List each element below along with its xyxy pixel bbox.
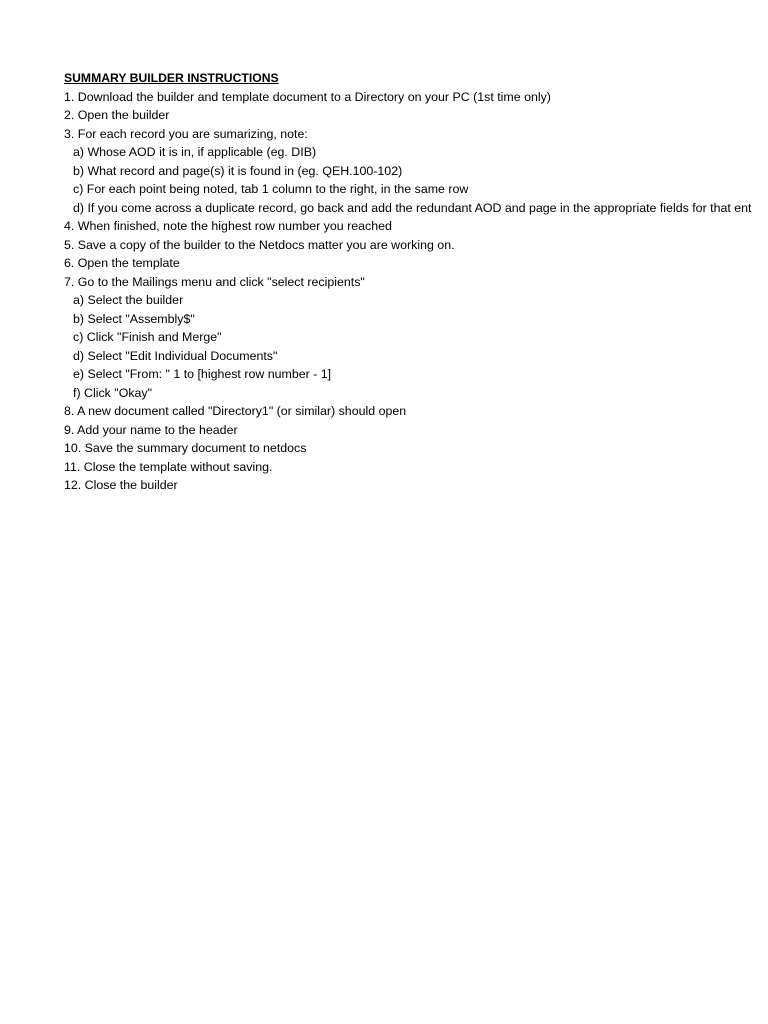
step-4: 4. When finished, note the highest row number you reached bbox=[64, 219, 392, 233]
step-2: 2. Open the builder bbox=[64, 108, 170, 122]
step-5: 5. Save a copy of the builder to the Netdocs matter you are working on. bbox=[64, 237, 455, 252]
step-3a: a) Whose AOD it is in, if applicable (eg. DIB) bbox=[73, 145, 317, 159]
step-7a: a) Select the builder bbox=[73, 293, 184, 307]
instructions-block bbox=[64, 69, 768, 495]
step-8: 8. A new document called "Directory1" (or similar) should open bbox=[64, 404, 407, 418]
step-7e: e) Select "From: " 1 to [highest row number - 1] bbox=[73, 367, 332, 381]
step-3c: c) For each point being noted, tab 1 column to the right, in the same row bbox=[73, 182, 469, 196]
step-3d: d) If you come across a duplicate record, go back and add the redundant AOD and page in the appropriate fields for that ent bbox=[73, 200, 752, 215]
step-7d: d) Select "Edit Individual Documents" bbox=[73, 348, 278, 363]
step-10: 10. Save the summary document to netdocs bbox=[64, 441, 307, 455]
step-7: 7. Go to the Mailings menu and click "select recipients" bbox=[64, 274, 365, 289]
step-1: 1. Download the builder and template document to a Directory on your PC (1st time only) bbox=[64, 89, 551, 104]
step-11: 11. Close the template without saving. bbox=[64, 459, 273, 474]
step-7b: b) Select "Assembly$" bbox=[73, 311, 195, 326]
instructions-title: SUMMARY BUILDER INSTRUCTIONS bbox=[64, 71, 279, 85]
step-9: 9. Add your name to the header bbox=[64, 422, 238, 437]
step-7c: c) Click "Finish and Merge" bbox=[73, 330, 222, 344]
step-3: 3. For each record you are sumarizing, note: bbox=[64, 126, 308, 141]
step-3b: b) What record and page(s) it is found in (eg. QEH.100-102) bbox=[73, 163, 403, 178]
step-7f: f) Click "Okay" bbox=[73, 385, 153, 400]
step-12: 12. Close the builder bbox=[64, 478, 178, 492]
step-6: 6. Open the template bbox=[64, 256, 180, 270]
